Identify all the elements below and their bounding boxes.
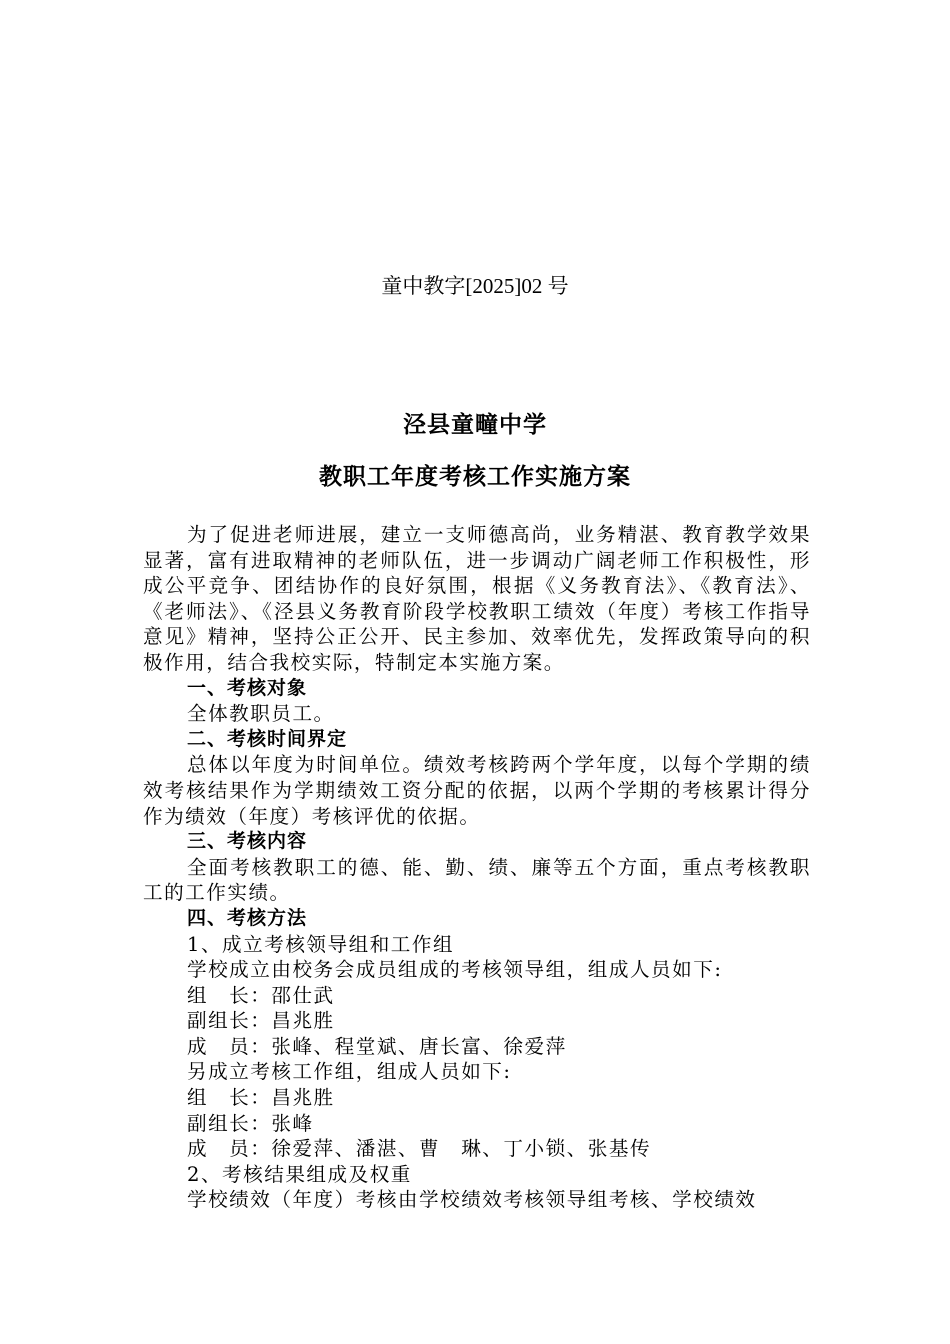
- leader-group-members: 成 员：张峰、程堂斌、唐长富、徐爱萍: [187, 1034, 567, 1058]
- work-group-deputy: 副组长：张峰: [187, 1111, 314, 1135]
- work-group-intro: 另成立考核工作组，组成人员如下:: [187, 1060, 512, 1084]
- section-1-heading: 一、考核对象: [187, 676, 308, 699]
- section-4-heading: 四、考核方法: [187, 906, 308, 929]
- section-1-text: 全体教职员工。: [187, 702, 335, 726]
- section-3-text: 全面考核教职工的德、能、勤、绩、廉等五个方面，重点考核教职工的工作实绩。: [143, 855, 811, 905]
- section-3-heading: 三、考核内容: [187, 830, 308, 853]
- work-group-members: 成 员：徐爱萍、潘湛、曹 琳、丁小锁、张基传: [187, 1137, 652, 1161]
- section-4-item-1: 1、成立考核领导组和工作组: [187, 932, 455, 956]
- section-2-text: 总体以年度为时间单位。绩效考核跨两个学年度，以每个学期的绩效考核结果作为学期绩效工资分配的依据，以两个学期的考核累计得分作为绩效（年度）考核评优的依据。: [143, 753, 811, 828]
- document-number: 童中教字[2025]02 号: [381, 274, 569, 298]
- leader-group-intro: 学校成立由校务会成员组成的考核领导组，组成人员如下:: [187, 958, 723, 982]
- section-4-item-2: 2、考核结果组成及权重: [187, 1162, 412, 1186]
- work-group-head: 组 长：昌兆胜: [187, 1086, 335, 1110]
- intro-paragraph: 为了促进老师进展，建立一支师德高尚，业务精湛、教育教学效果显著，富有进取精神的老师队伍，进一步调动广阔老师工作积极性，形成公平竞争、团结协作的良好氛围，根据《义务教育法》、《教育法》、《老师法》、《泾县义务教育阶段学校教职工绩效（年度）考核工作指导意见》精神，坚持公正公开、民主参加、效率优先，发挥政策导向的积极作用，结合我校实际，特制定本实施方案。: [143, 523, 811, 674]
- section-4-item-2-text: 学校绩效（年度）考核由学校绩效考核领导组考核、学校绩效: [187, 1188, 757, 1212]
- section-2-heading: 二、考核时间界定: [187, 727, 348, 750]
- leader-group-deputy: 副组长：昌兆胜: [187, 1009, 335, 1033]
- leader-group-head: 组 长：邵仕武: [187, 983, 335, 1007]
- document-body: [143, 522, 811, 1213]
- document-title-plan: 教职工年度考核工作实施方案: [319, 464, 631, 490]
- document-title-school: 泾县童疃中学: [403, 412, 547, 438]
